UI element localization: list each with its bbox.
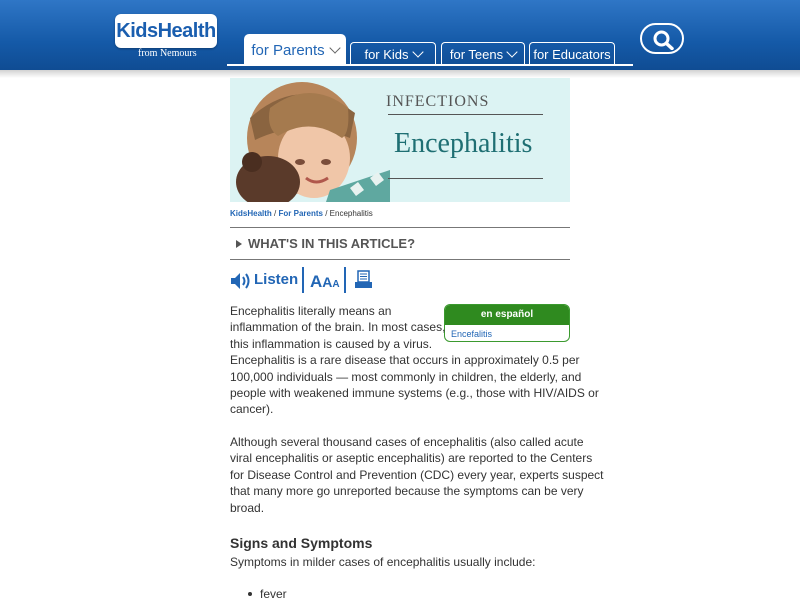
tab-for-kids[interactable]	[350, 42, 436, 66]
article-category: INFECTIONS	[386, 93, 490, 110]
header-shadow	[0, 70, 800, 78]
tab-label: for Teens	[449, 47, 504, 62]
whats-in-this-article-toggle[interactable]	[236, 236, 415, 251]
chevron-down-icon	[506, 46, 517, 57]
tool-divider	[344, 267, 346, 293]
tab-label: for Parents	[251, 42, 325, 59]
tab-for-teens[interactable]	[441, 42, 525, 66]
banner-divider	[388, 114, 543, 115]
text-line: viral encephalitis or aseptic encephalitis) are reported to the Centers	[230, 451, 593, 466]
text-line: 100,000 individuals — most commonly in children, the elderly, and	[230, 369, 582, 384]
text-line: people with weakened immune systems (e.g., those with HIV/AIDS or	[230, 386, 599, 401]
breadcrumb-for-parents[interactable]: For Parents	[278, 209, 323, 218]
tab-for-parents[interactable]	[244, 34, 346, 66]
text-line: this inflammation is caused by a virus.	[230, 336, 433, 351]
list-item-text: fever	[260, 587, 287, 601]
text-line: for Disease Control and Prevention (CDC) every year, experts suspect	[230, 467, 604, 482]
article-paragraph	[230, 303, 599, 418]
bullet-icon	[248, 592, 252, 596]
tool-divider	[302, 267, 304, 293]
text-line: Encephalitis literally means an	[230, 304, 392, 318]
search-icon	[653, 30, 675, 50]
speaker-icon	[230, 271, 252, 291]
article-title: Encephalitis	[394, 128, 533, 159]
listen-label: Listen	[254, 271, 299, 288]
section-intro: Symptoms in milder cases of encephalitis usually include:	[230, 555, 536, 569]
text-line: Encephalitis is a rare disease that occurs in approximately 0.5 per	[230, 353, 580, 368]
breadcrumb	[230, 209, 373, 218]
breadcrumb-current: Encephalitis	[329, 209, 373, 218]
logo-subtitle: from Nemours	[138, 48, 197, 59]
breadcrumb-separator: /	[325, 209, 328, 218]
search-button[interactable]	[640, 23, 684, 54]
divider	[230, 227, 570, 228]
tab-label: for Educators	[533, 47, 611, 62]
chevron-down-icon	[329, 42, 340, 53]
banner-divider	[388, 178, 543, 179]
text-line: broad.	[230, 500, 265, 515]
triangle-right-icon	[236, 240, 242, 248]
breadcrumb-kidshealth[interactable]: KidsHealth	[230, 209, 272, 218]
text-line: inflammation of the brain. In most cases,	[230, 320, 446, 335]
spanish-version-link[interactable]: Encefalitis	[451, 329, 493, 339]
breadcrumb-separator: /	[274, 209, 277, 218]
article-paragraph	[230, 434, 604, 516]
tab-label: for Kids	[364, 47, 409, 62]
text-line: Although several thousand cases of encephalitis (also called acute	[230, 435, 584, 449]
list-item	[248, 587, 287, 601]
text-line: cancer).	[230, 402, 274, 417]
spanish-version-heading: en español	[445, 305, 569, 325]
kidshealth-logo[interactable]: KidsHealth	[115, 14, 217, 48]
whats-in-label: WHAT'S IN THIS ARTICLE?	[248, 236, 416, 251]
text-size-icon[interactable]: AAA	[310, 272, 340, 291]
divider	[230, 259, 570, 260]
text-line: that many more go unreported because the symptoms can be very	[230, 484, 584, 499]
section-heading: Signs and Symptoms	[230, 535, 373, 551]
print-button[interactable]	[354, 270, 374, 295]
child-with-teddy-bear-photo	[230, 78, 390, 202]
chevron-down-icon	[412, 46, 423, 57]
tab-for-educators[interactable]	[529, 42, 615, 66]
print-icon	[354, 270, 374, 290]
